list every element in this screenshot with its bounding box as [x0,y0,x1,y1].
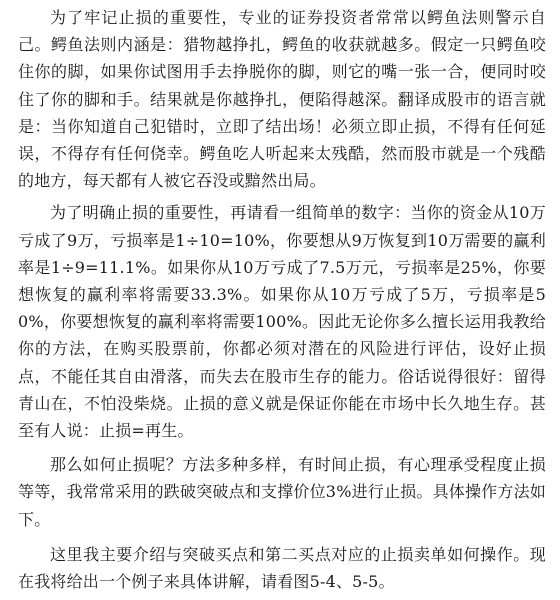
paragraph-crocodile-rule: 为了牢记止损的重要性，专业的证券投资者常常以鳄鱼法则警示自己。鳄鱼法则内涵是：猎物越挣扎，鳄鱼的收获就越多。假定一只鳄鱼咬住你的脚，如果你试图用手去挣脱你的脚，则它的嘴一张一合，便同时咬住了你的脚和手。结果就是你越挣扎，便陷得越深。翻译成股市的语言就是：当你知道自己犯错时，立即了结出场！必须立即止损，不得有任何延误，不得存有任何侥幸。鳄鱼吃人听起来太残酷，然而股市就是一个残酷的地方，每天都有人被它吞没或黯然出局。 [18,8,546,191]
paragraph-example-intro: 这里我主要介绍与突破买点和第二买点对应的止损卖单如何操作。现在我将给出一个例子来具体讲解，请看图5-4、5-5。 [18,544,546,592]
paragraph-loss-numbers: 为了明确止损的重要性，再请看一组简单的数字：当你的资金从10万亏成了9万，亏损率是1÷10=10%，你要想从9万恢复到10万需要的赢利率是1÷9=11.1%。如果你从10万亏成了7.5万元，亏损率是25%，你要想恢复的赢利率将需要33.3%。如果你从10万亏成了5万，亏损率是50%，你要想恢复的赢利率将需要100%。因此无论你多么擅长运用我教给你的方法，在购买股票前，你都必须对潜在的风险进行评估，设好止损点，不能任其自由滑落，而失去在股市生存的能力。俗话说得很好：留得青山在，不怕没柴烧。止损的意义就是保证你能在市场中长久地生存。甚至有人说：止损=再生。 [18,203,546,441]
paragraph-how-to-stop-loss: 那么如何止损呢？方法多种多样，有时间止损，有心理承受程度止损等等，我常常采用的跌破突破点和支撑价位3%进行止损。具体操作方法如下。 [18,455,546,529]
